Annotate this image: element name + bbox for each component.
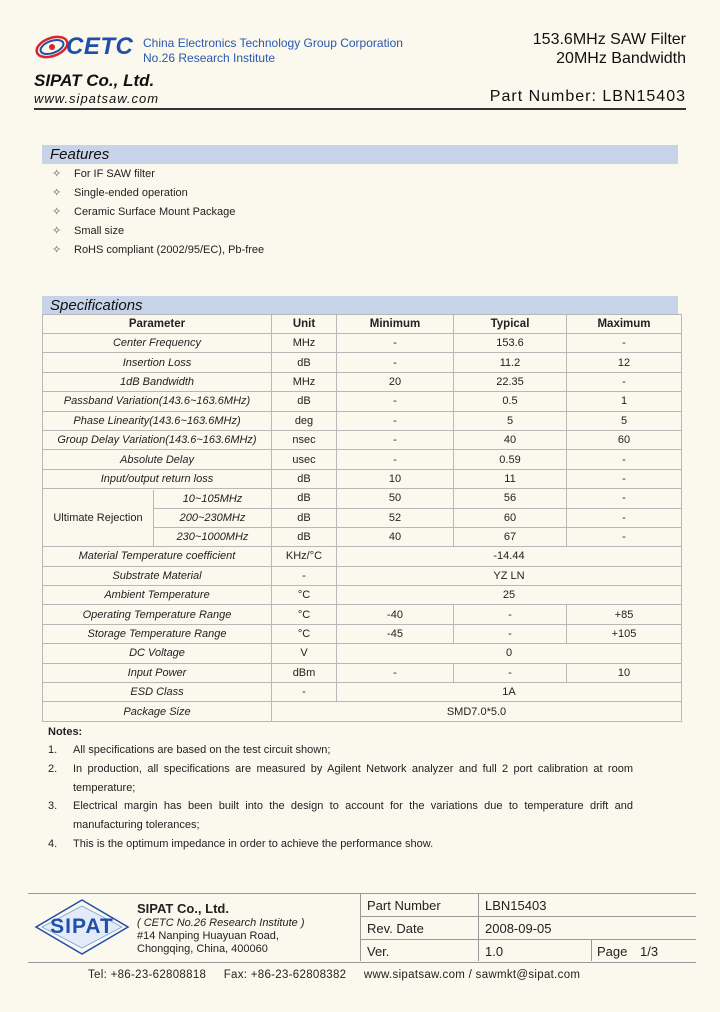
col-header: Typical <box>454 315 567 334</box>
rejection-cell: Ultimate Rejection 10~105MHz 200~230MHz 230~1000MHz <box>43 489 272 547</box>
table-row: Input Power dBm - - 10 <box>43 663 682 682</box>
note-item: 3. Electrical margin has been built into the design to account for the variations due to temperature drift and manufacturing tolerances; <box>48 800 633 831</box>
specifications-title: Specifications <box>50 297 143 314</box>
website-link[interactable]: www.sipatsaw.com <box>34 91 160 106</box>
features-header <box>42 145 678 164</box>
table-row: Center Frequency MHz - 153.6 - <box>43 334 682 353</box>
footer-company: SIPAT Co., Ltd. <box>137 901 229 916</box>
footer-ver-label: Ver. <box>367 944 390 959</box>
footer-address: Chongqing, China, 400060 <box>137 943 268 955</box>
diamond-bullet-icon: ✧ <box>52 206 62 218</box>
diamond-bullet-icon: ✧ <box>52 225 62 237</box>
feature-item: ✧ For IF SAW filter <box>52 168 155 180</box>
table-row: Package Size SMD7.0*5.0 <box>43 702 682 721</box>
table-row: Ultimate Rejection 10~105MHz 200~230MHz 230~1000MHz dB 50 56 - <box>43 489 682 508</box>
features-title: Features <box>50 146 110 163</box>
table-row: ESD Class - 1A <box>43 683 682 702</box>
table-row: Storage Temperature Range °C -45 - +105 <box>43 624 682 643</box>
specifications-header <box>42 296 678 315</box>
company-name: SIPAT Co., Ltd. <box>34 71 155 90</box>
footer-divider <box>360 916 696 917</box>
table-header-row <box>43 315 682 334</box>
footer-rev-label: Rev. Date <box>367 921 424 936</box>
col-header: Parameter <box>43 315 272 334</box>
footer-divider <box>360 893 361 961</box>
table-row: Operating Temperature Range °C -40 - +85 <box>43 605 682 624</box>
table-row: Phase Linearity(143.6~163.6MHz) deg - 5 5 <box>43 411 682 430</box>
sipat-logo-text: SIPAT <box>50 915 114 938</box>
footer-rev-value: 2008-09-05 <box>485 921 552 936</box>
footer-part-label: Part Number <box>367 898 441 913</box>
product-bandwidth: 20MHz Bandwidth <box>556 50 686 67</box>
diamond-bullet-icon: ✧ <box>52 187 62 199</box>
table-row: DC Voltage V 0 <box>43 644 682 663</box>
table-row: Insertion Loss dB - 11.2 12 <box>43 353 682 372</box>
footer-contact: Tel: +86-23-62808818 Fax: +86-23-62808382 www.sipatsaw.com / sawmkt@sipat.com <box>88 969 581 981</box>
note-item: 1. All specifications are based on the test circuit shown; <box>48 744 331 756</box>
table-row: dB 40 67 - <box>43 527 682 546</box>
corp-name: China Electronics Technology Group Corporation <box>143 36 403 50</box>
diamond-bullet-icon: ✧ <box>52 244 62 256</box>
institute-name: No.26 Research Institute <box>143 51 276 65</box>
table-row: Passband Variation(143.6~163.6MHz) dB - 0.5 1 <box>43 392 682 411</box>
part-number: Part Number: LBN15403 <box>489 88 686 105</box>
cetc-logo-text: CETC <box>66 33 134 60</box>
col-header: Maximum <box>567 315 682 334</box>
note-item: 2. In production, all specifications are measured by Agilent Network analyzer and full 2 port calibration at room temperature; <box>48 763 633 794</box>
footer-institute: ( CETC No.26 Research Institute ) <box>137 917 305 929</box>
footer-divider <box>360 939 696 940</box>
table-row: Group Delay Variation(143.6~163.6MHz) nsec - 40 60 <box>43 430 682 449</box>
footer-page-label: Page <box>597 944 628 959</box>
table-row: dB 52 60 - <box>43 508 682 527</box>
footer-divider <box>591 939 592 961</box>
footer-ver-value: 1.0 <box>485 944 504 959</box>
col-header: Minimum <box>337 315 454 334</box>
cetc-emblem-icon <box>34 30 70 64</box>
notes-title: Notes: <box>48 726 83 738</box>
footer-address: #14 Nanping Huayuan Road, <box>137 930 279 942</box>
table-row: Material Temperature coefficient KHz/°C -14.44 <box>43 547 682 566</box>
product-title: 153.6MHz SAW Filter <box>532 31 686 48</box>
feature-item: ✧ Ceramic Surface Mount Package <box>52 206 236 218</box>
table-row: Absolute Delay usec - 0.59 - <box>43 450 682 469</box>
table-row: Input/output return loss dB 10 11 - <box>43 469 682 488</box>
table-row: 1dB Bandwidth MHz 20 22.35 - <box>43 372 682 391</box>
footer-part-value: LBN15403 <box>485 898 547 913</box>
col-header: Unit <box>272 315 337 334</box>
note-item: 4. This is the optimum impedance in order to achieve the performance show. <box>48 838 434 850</box>
sipat-logo <box>34 898 130 956</box>
feature-item: ✧ RoHS compliant (2002/95/EC), Pb-free <box>52 244 265 256</box>
feature-item: ✧ Single-ended operation <box>52 187 188 199</box>
footer-divider <box>478 893 479 961</box>
header-divider <box>34 108 686 110</box>
table-row: Substrate Material - YZ LN <box>43 566 682 585</box>
table-row: Ambient Temperature °C 25 <box>43 586 682 605</box>
rejection-label: Ultimate Rejection <box>53 511 143 524</box>
spec-table <box>42 314 682 722</box>
diamond-bullet-icon: ✧ <box>52 168 62 180</box>
feature-item: ✧ Small size <box>52 225 125 237</box>
footer-page-value: 1/3 <box>640 944 659 959</box>
